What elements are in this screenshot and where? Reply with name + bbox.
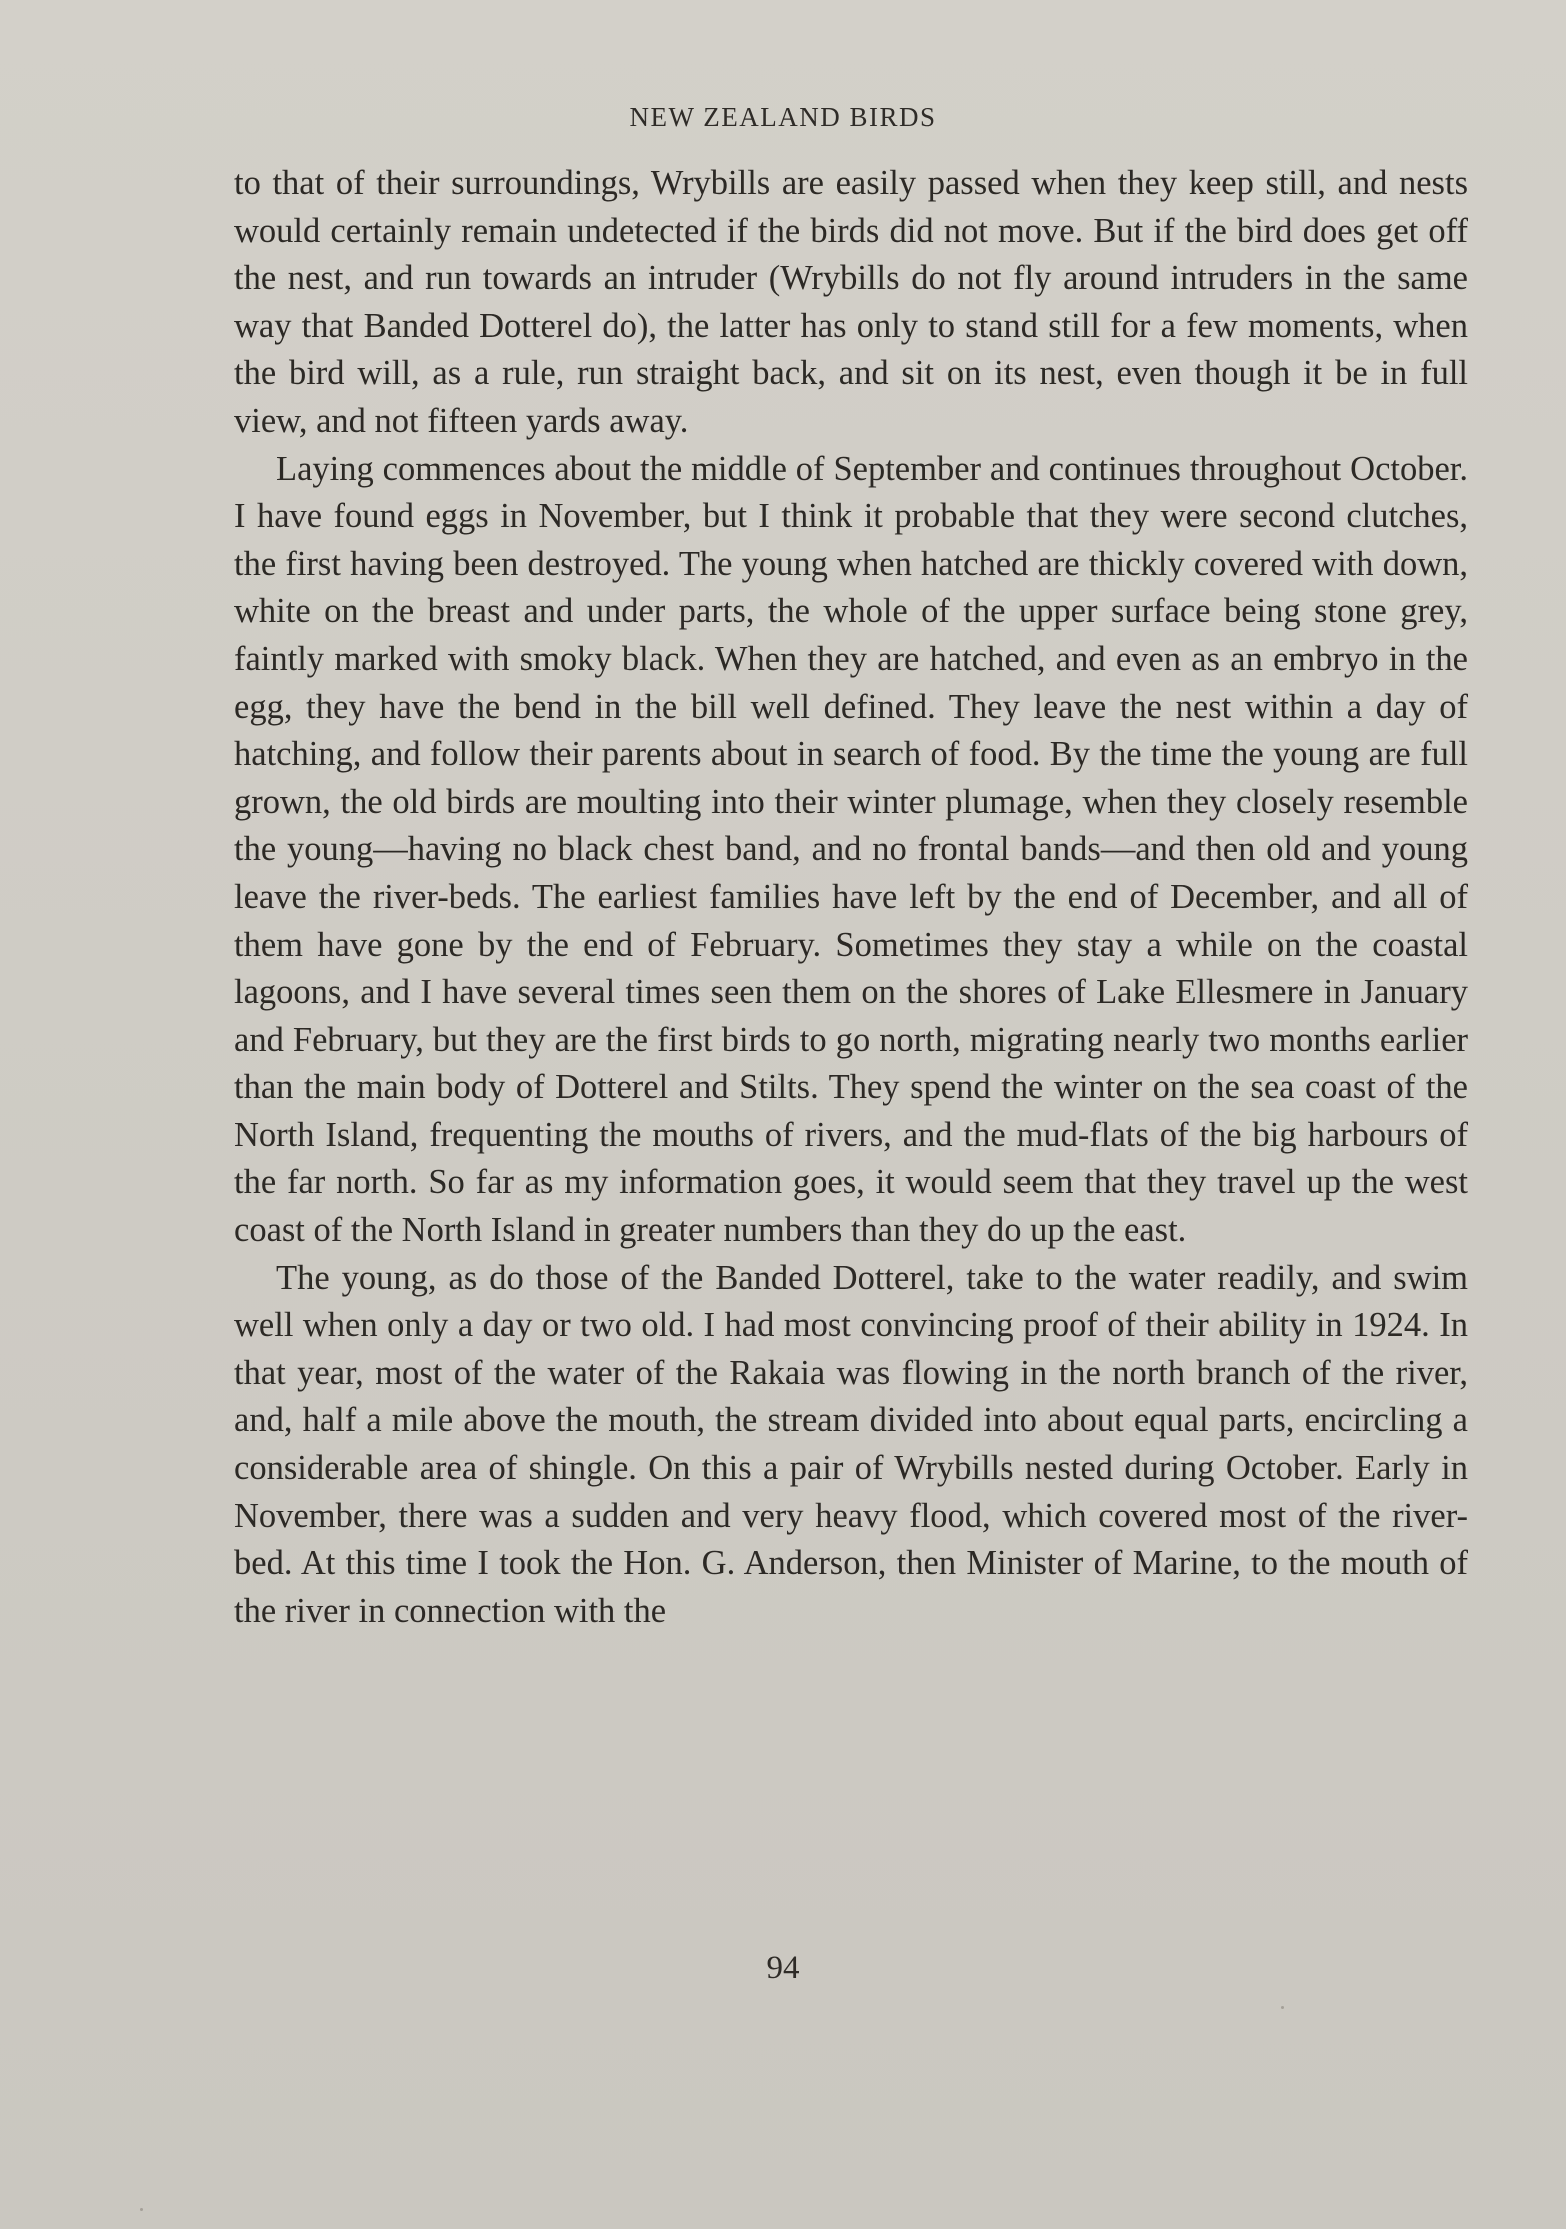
body-text (234, 160, 1468, 1635)
page-number: 94 (766, 1950, 800, 1986)
paper-speck (1281, 2006, 1284, 2009)
running-head: NEW ZEALAND BIRDS (629, 102, 937, 132)
paragraph-1: to that of their surroundings, Wrybills are easily passed when they keep still, and nests would certainly remain undetected if the birds did not move. But if the bird does get off the nest, and run towards an intruder (Wrybills do not fly around intruders in the same way that Banded Dotterel do), the latter has only to stand still for a few moments, when the bird will, as a rule, run straight back, and sit on its nest, even though it be in full view, and not fifteen yards away. (234, 164, 1468, 440)
paragraph-2: Laying commences about the middle of September and continues throughout October. I have found eggs in November, but I think it probable that they were second clutches, the first having been destroyed. The young when hatched are thickly covered with down, white on the breast and under parts, the whole of the upper surface being stone grey, faintly marked with smoky black. When they are hatched, and even as an embryo in the egg, they have the bend in the bill well defined. They leave the nest within a day of hatching, and follow their parents about in search of food. By the time the young are full grown, the old birds are moulting into their winter plumage, when they closely resemble the young—having no black chest band, and no frontal bands—and then old and young leave the river-beds. The earliest families have left by the end of December, and all of them have gone by the end of February. Sometimes they stay a while on the coastal lagoons, and I have several times seen them on the shores of Lake Ellesmere in January and February, but they are the first birds to go north, migrating nearly two months earlier than the main body of Dotterel and Stilts. They spend the winter on the sea coast of the North Island, frequenting the mouths of rivers, and the mud-flats of the big harbours of the far north. So far as my information goes, it would seem that they travel up the west coast of the North Island in greater numbers than they do up the east. (234, 449, 1468, 1250)
paragraph-3: The young, as do those of the Banded Dotterel, take to the water readily, and swim well when only a day or two old. I had most convincing proof of their ability in 1924. In that year, most of the water of the Rakaia was flowing in the north branch of the river, and, half a mile above the mouth, the stream divided into about equal parts, encircling a considerable area of shingle. On this a pair of Wrybills nested during October. Early in November, there was a sudden and very heavy flood, which covered most of the river-bed. At this time I took the Hon. G. Anderson, then Minister of Marine, to the mouth of the river in connection with the (234, 1258, 1468, 1630)
paper-speck (140, 2208, 143, 2211)
